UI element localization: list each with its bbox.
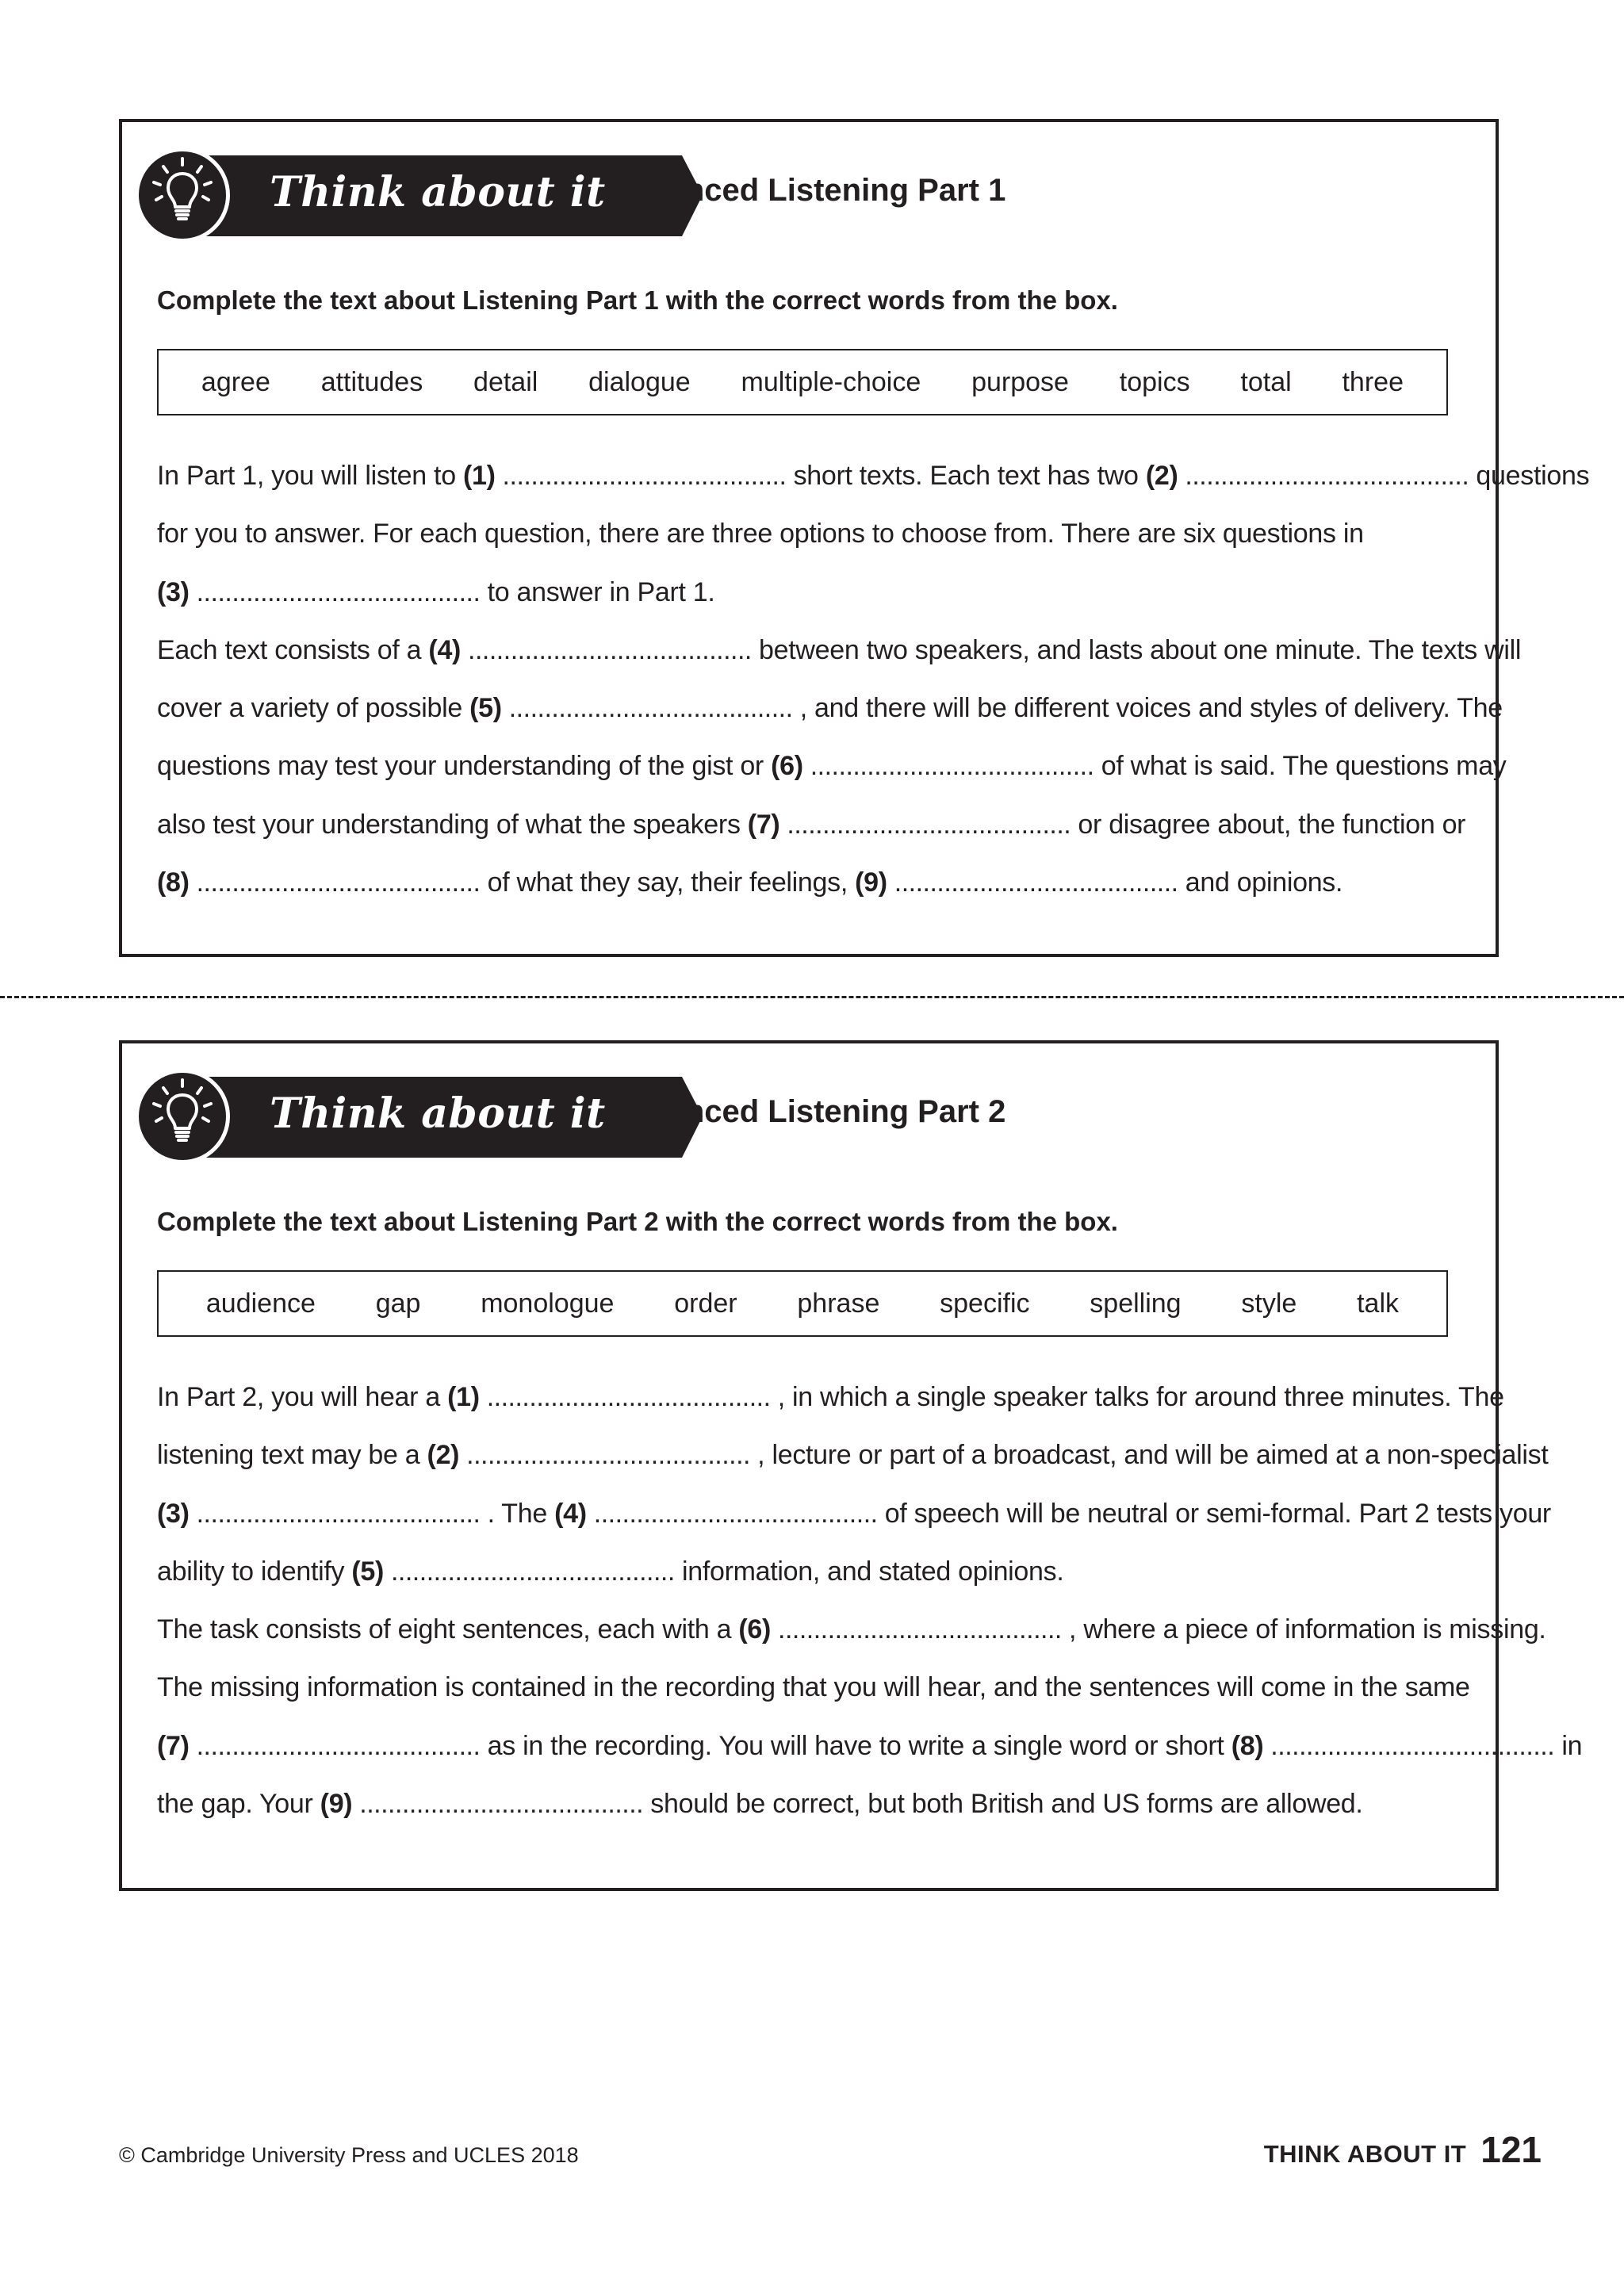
word-box-item: audience	[205, 1288, 316, 1319]
cut-line-divider	[0, 996, 1624, 998]
passage-text: In Part 2, you will hear a	[157, 1382, 448, 1412]
gap-number: (6)	[738, 1614, 772, 1645]
answer-gap: ........................................	[1263, 1730, 1555, 1761]
passage-text: , where a piece of information is missing.	[1061, 1614, 1546, 1645]
gap-number: (8)	[157, 867, 190, 898]
passage-line	[157, 796, 1466, 854]
word-box-item: multiple-choice	[741, 366, 921, 397]
answer-gap: ........................................	[771, 1614, 1062, 1645]
gap-number: (1)	[462, 461, 496, 491]
answer-gap: ........................................	[479, 1382, 771, 1412]
passage-line	[157, 737, 1507, 795]
answer-gap: ........................................	[352, 1789, 644, 1820]
gap-number: (2)	[1145, 461, 1178, 491]
passage-line	[157, 505, 1457, 563]
word-box-item: purpose	[971, 366, 1069, 397]
answer-gap: ........................................	[189, 1730, 481, 1761]
passage-text: short texts. Each text has two	[786, 461, 1146, 491]
gap-number: (3)	[157, 576, 190, 607]
gap-number: (2)	[427, 1440, 460, 1471]
answer-gap: ........................................	[586, 1498, 878, 1529]
passage-line	[157, 1426, 1549, 1484]
word-box-item: dialogue	[588, 366, 691, 397]
gap-number: (6)	[771, 751, 803, 782]
answer-gap: ........................................	[495, 461, 787, 491]
word-box-item: monologue	[481, 1288, 615, 1319]
word-box-item: specific	[940, 1288, 1030, 1319]
passage-text: questions	[1469, 461, 1590, 491]
passage-text: of what is said. The questions may	[1094, 751, 1507, 782]
passage-line	[157, 564, 1457, 622]
word-box-item: topics	[1119, 366, 1190, 397]
passage-line	[157, 680, 1503, 737]
passage-line	[157, 1659, 1470, 1717]
passage-line	[157, 854, 1457, 912]
passage-text: as in the recording. You will have to write a single word or short	[480, 1730, 1231, 1761]
passage-line	[157, 1717, 1583, 1775]
answer-gap: ........................................	[501, 693, 793, 724]
passage-text: The missing information is contained in the recording that you will hear, and the sentences will come in the same	[157, 1672, 1470, 1703]
instruction-text: Complete the text about Listening Part 2 with the correct words from the box.	[157, 1207, 1118, 1236]
gap-number: (7)	[157, 1730, 190, 1761]
passage-text: and opinions.	[1178, 867, 1343, 898]
passage-text: information, and stated opinions.	[674, 1556, 1064, 1587]
passage-text: or disagree about, the function or	[1071, 809, 1466, 840]
answer-gap: ........................................	[384, 1556, 675, 1587]
passage-text: ability to identify	[157, 1556, 352, 1587]
page-footer	[1264, 2128, 1542, 2171]
word-box-item: order	[674, 1288, 737, 1319]
instruction-text: Complete the text about Listening Part 1 with the correct words from the box.	[157, 285, 1118, 315]
card-title: Advanced Listening Part 1	[607, 173, 1006, 208]
gap-number: (1)	[447, 1382, 480, 1412]
gap-fill-passage	[157, 1369, 1583, 1833]
word-box-item: three	[1342, 366, 1404, 397]
answer-gap: ........................................	[189, 1498, 481, 1529]
answer-gap: ........................................	[802, 751, 1094, 782]
word-box-item: detail	[473, 366, 538, 397]
passage-text: questions may test your understanding of the gist or	[157, 751, 772, 782]
passage-text: . The	[480, 1498, 555, 1529]
passage-text: The task consists of eight sentences, each with a	[157, 1614, 739, 1645]
answer-gap: ........................................	[1178, 461, 1469, 491]
passage-text: should be correct, but both British and US forms are allowed.	[643, 1789, 1363, 1820]
word-box	[157, 1270, 1448, 1337]
passage-text: also test your understanding of what the speakers	[157, 809, 748, 840]
answer-gap: ........................................	[189, 576, 481, 607]
passage-text: cover a variety of possible	[157, 693, 470, 724]
gap-number: (9)	[855, 867, 887, 898]
gap-number: (9)	[320, 1789, 353, 1820]
passage-text: listening text may be a	[157, 1440, 427, 1471]
gap-number: (8)	[1231, 1730, 1264, 1761]
passage-line	[157, 1543, 1457, 1601]
passage-line	[157, 447, 1590, 505]
card-title: Advanced Listening Part 2	[607, 1094, 1006, 1129]
word-box-item: gap	[375, 1288, 421, 1319]
gap-number: (5)	[469, 693, 502, 724]
banner-label: Think about it	[270, 168, 606, 216]
passage-line	[157, 622, 1522, 680]
gap-fill-passage	[157, 447, 1590, 912]
word-box-item: agree	[201, 366, 270, 397]
gap-number: (4)	[428, 634, 462, 665]
answer-gap: ........................................	[459, 1440, 751, 1471]
think-about-it-card-part-2	[119, 1040, 1583, 1891]
passage-text: to answer in Part 1.	[480, 576, 715, 607]
passage-line	[157, 1369, 1504, 1426]
gap-number: (4)	[554, 1498, 587, 1529]
passage-text: Each text consists of a	[157, 634, 429, 665]
section-name: THINK ABOUT IT	[1263, 2140, 1467, 2168]
answer-gap: ........................................	[887, 867, 1178, 898]
answer-gap: ........................................	[779, 809, 1071, 840]
gap-number: (5)	[351, 1556, 385, 1587]
passage-text: of speech will be neutral or semi-formal. Part 2 tests your	[877, 1498, 1551, 1529]
word-box-item: style	[1241, 1288, 1297, 1319]
answer-gap: ........................................	[189, 867, 481, 898]
passage-text: In Part 1, you will listen to	[157, 461, 463, 491]
word-box-item: total	[1240, 366, 1292, 397]
word-box-item: phrase	[797, 1288, 880, 1319]
passage-text: the gap. Your	[157, 1789, 320, 1820]
passage-line	[157, 1485, 1551, 1543]
passage-text: , lecture or part of a broadcast, and will be aimed at a non-specialist	[750, 1440, 1549, 1471]
gap-number: (7)	[747, 809, 780, 840]
passage-line	[157, 1601, 1546, 1659]
banner-label: Think about it	[270, 1089, 606, 1138]
passage-text: , and there will be different voices and styles of delivery. The	[792, 693, 1503, 724]
gap-number: (3)	[157, 1498, 190, 1529]
word-box-item: spelling	[1090, 1288, 1182, 1319]
word-box-item: talk	[1357, 1288, 1400, 1319]
word-box	[157, 349, 1448, 415]
word-box-item: attitudes	[320, 366, 423, 397]
page-number: 121	[1480, 2129, 1542, 2170]
passage-text: for you to answer. For each question, there are three options to choose from. There are six questions in	[157, 519, 1364, 549]
passage-text: between two speakers, and lasts about one minute. The texts will	[751, 634, 1522, 665]
passage-text: in	[1554, 1730, 1583, 1761]
copyright-notice: © Cambridge University Press and UCLES 2018	[119, 2143, 579, 2167]
think-about-it-card-part-1	[119, 119, 1590, 957]
passage-line	[157, 1775, 1457, 1833]
passage-text: of what they say, their feelings,	[480, 867, 856, 898]
passage-text: , in which a single speaker talks for around three minutes. The	[770, 1382, 1504, 1412]
answer-gap: ........................................	[461, 634, 752, 665]
